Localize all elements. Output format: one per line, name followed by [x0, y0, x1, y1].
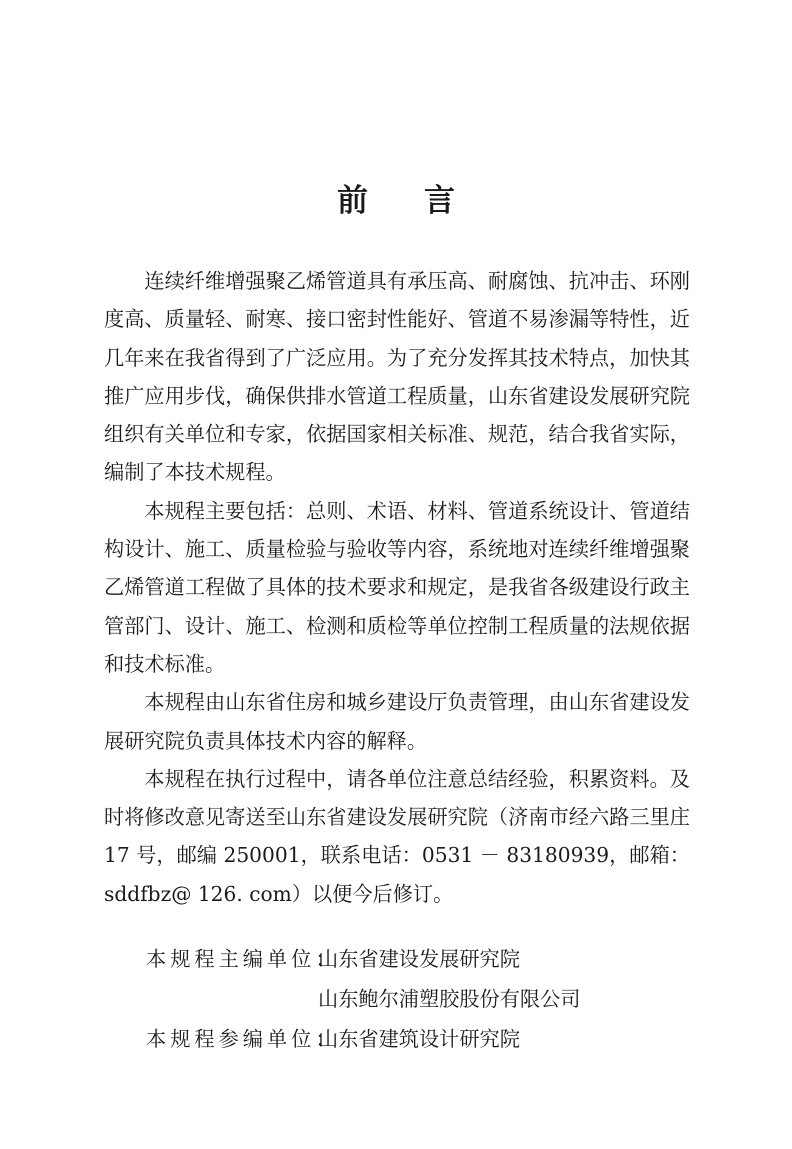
participating-unit-row [146, 1019, 580, 1059]
paragraph-intro: 连续纤维增强聚乙烯管道具有承压高、耐腐蚀、抗冲击、环刚度高、质量轻、耐寒、接口密封性能好、管道不易渗漏等特性，近几年来在我省得到了广泛应用。为了充分发挥其技术特点，加快其推广应用步伐，确保供排水管道工程质量，山东省建设发展研究院组织有关单位和专家，依据国家相关标准、规范，结合我省实际，编制了本技术规程。 [104, 269, 690, 485]
title-char-2: 言 [424, 183, 455, 219]
chief-unit-2: 山东鲍尔浦塑胶股份有限公司 [318, 987, 581, 1011]
title-char-1: 前 [337, 183, 368, 219]
page-title [0, 178, 792, 224]
participating-unit-label: 本规程参编单位： [146, 1027, 340, 1051]
paragraph-feedback: 本规程在执行过程中，请各单位注意总结经验，积累资料。及时将修改意见寄送至山东省建设发展研究院（济南市经六路三里庄17 号，邮编 250001，联系电话：0531 － 83180939，邮箱：sddfbz@ 126. com）以便今后修订。 [104, 766, 690, 906]
editing-units [146, 939, 580, 1059]
paragraph-management: 本规程由山东省住房和城乡建设厅负责管理，由山东省建设发展研究院负责具体技术内容的解释。 [104, 690, 690, 753]
preface-body [104, 262, 690, 913]
chief-unit-label: 本规程主编单位： [146, 947, 340, 971]
paragraph-contents: 本规程主要包括：总则、术语、材料、管道系统设计、管道结构设计、施工、质量检验与验收等内容，系统地对连续纤维增强聚乙烯管道工程做了具体的技术要求和规定，是我省各级建设行政主管部门、设计、施工、检测和质检等单位控制工程质量的法规依据和技术标准。 [104, 498, 690, 676]
chief-unit-row-2 [146, 979, 580, 1019]
participating-unit-1: 山东省建筑设计研究院 [318, 1027, 520, 1051]
chief-unit-row [146, 939, 580, 979]
chief-unit-1: 山东省建设发展研究院 [318, 947, 520, 971]
